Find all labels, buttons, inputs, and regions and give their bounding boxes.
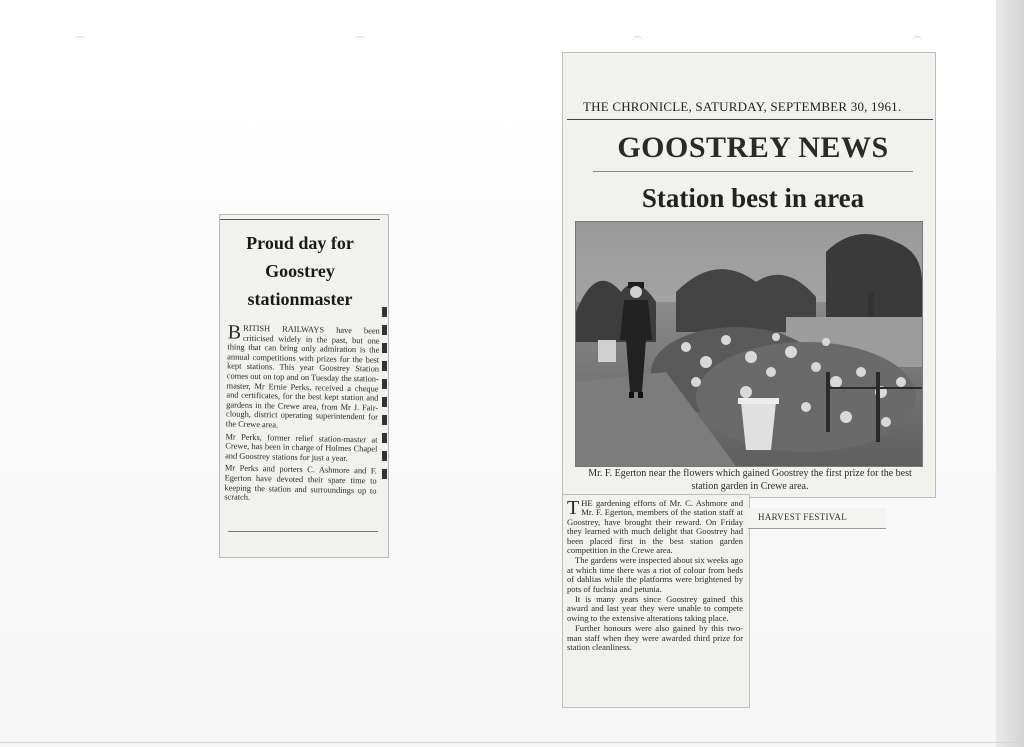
- clipping-goostrey-body: [562, 494, 750, 708]
- drop-cap: B: [227, 321, 242, 344]
- photo-image: [576, 222, 922, 466]
- punch-hole-mark: [633, 36, 643, 45]
- drop-cap: T: [567, 497, 580, 519]
- headline-line-3: stationmaster: [247, 289, 353, 309]
- paragraph-1: [567, 499, 743, 555]
- photo-caption: Mr. F. Egerton near the flowers which gained Goostrey the first prize for the best station garden in Crewe area.: [588, 468, 912, 492]
- paragraph-1-text: HE gardening efforts of Mr. C. Ashmore and Mr. F. Egerton, members of the station staff at Goostrey, have brought their reward. On Friday they learned with much delight that Goostrey had been placed first in the best station garden competition in the Crewe area.: [567, 498, 743, 556]
- article-body: [567, 499, 743, 654]
- page-bottom-edge: [0, 742, 1024, 743]
- side-heading: HARVEST FESTIVAL: [758, 512, 848, 522]
- clipping-proud-day: [219, 214, 389, 558]
- paragraph-1-text: RITISH RAILWAYS have been criticised widely in the past, but one thing that can bring only admiration is the annual competitions with prizes for the best kept stations. This year Goostrey Station comes out on top and on Tuesday the station-master, Mr Ernie Perks, received a cheque and certificates, for the best kept station and gardens in the Crewe area, from Mr J. Fair-clough, district operating superintendent for the Crewe area.: [225, 323, 380, 430]
- station-garden-photo: [575, 221, 923, 467]
- punch-hole-mark: [355, 36, 365, 45]
- bottom-rule: [228, 531, 378, 532]
- masthead-rule: [567, 119, 933, 120]
- article-body: [224, 323, 380, 508]
- punch-hole-mark: [912, 36, 922, 45]
- top-rule: [220, 219, 380, 220]
- paragraph-2: The gardens were inspected about six weeks ago at which time there was a riot of colour from beds of dahlias while the platforms were brightened by pots of fuchsia and petunia.: [567, 555, 743, 594]
- paragraph-3: It is many years since Goostrey gained this award and last year they were unable to compete owing to the extensive alterations taking place.: [567, 594, 743, 623]
- headline-line-2: Goostrey: [265, 261, 335, 281]
- headline: [220, 229, 380, 313]
- title-rule: [593, 171, 913, 172]
- page-edge: [996, 0, 1024, 747]
- paragraph-4: Further honours were also gained by this two-man staff when they were awarded third prize for station cleanliness.: [567, 623, 743, 653]
- paragraph-3: Mr Perks and porters C. Ashmore and F. Egerton have devoted their spare time to keeping the station and surroundings up to scratch.: [224, 463, 377, 503]
- paragraph-1: [226, 323, 380, 432]
- headline-line-1: Proud day for: [246, 233, 354, 253]
- clipping-harvest-fragment: [748, 508, 886, 529]
- section-title: GOOSTREY NEWS: [617, 131, 889, 164]
- punch-hole-mark: [75, 36, 85, 45]
- story-title: Station best in area: [641, 183, 865, 213]
- clipping-goostrey-news: [562, 52, 936, 498]
- masthead: THE CHRONICLE, SATURDAY, SEPTEMBER 30, 1961.: [583, 99, 902, 114]
- adjacent-column-edge: [382, 307, 388, 507]
- paragraph-2: Mr Perks, former relief station-master at Crewe, has been in charge of Holmes Chapel and Goostrey stations for just a year.: [225, 431, 378, 463]
